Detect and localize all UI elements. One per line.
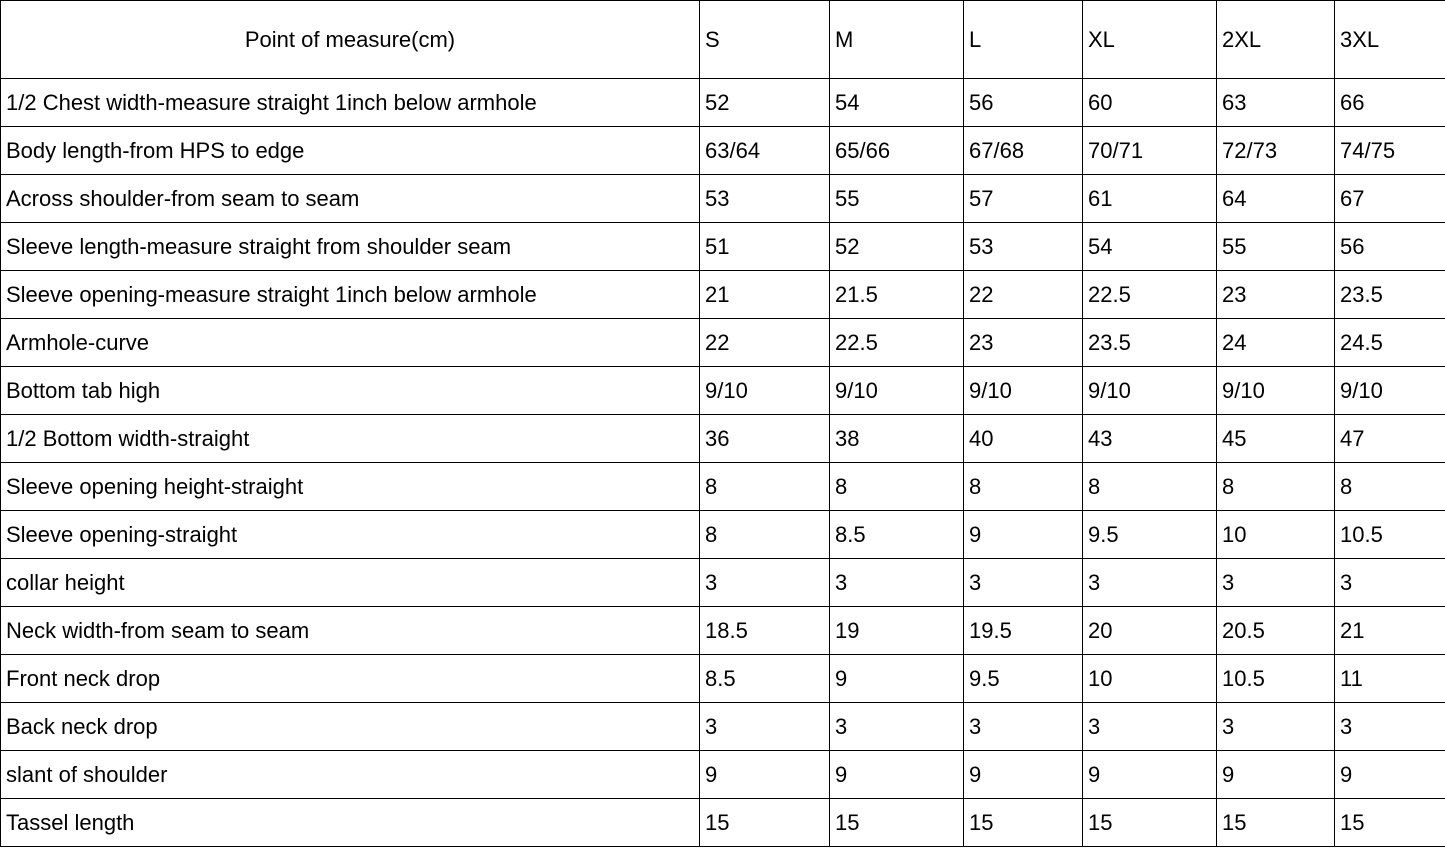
measure-value: 55 xyxy=(830,175,964,223)
point-of-measure-header: Point of measure(cm) xyxy=(1,1,700,79)
measure-value: 61 xyxy=(1083,175,1217,223)
table-row xyxy=(1,799,1445,847)
measure-label: Neck width-from seam to seam xyxy=(1,607,700,655)
table-row xyxy=(1,223,1445,271)
measure-value: 3 xyxy=(830,703,964,751)
measure-value: 51 xyxy=(700,223,830,271)
measure-value: 9 xyxy=(1335,751,1445,799)
measure-value: 3 xyxy=(1335,559,1445,607)
measure-value: 11 xyxy=(1335,655,1445,703)
measure-value: 21 xyxy=(700,271,830,319)
measure-value: 66 xyxy=(1335,79,1445,127)
measure-value: 10 xyxy=(1083,655,1217,703)
table-row xyxy=(1,655,1445,703)
table-row xyxy=(1,703,1445,751)
measure-value: 8 xyxy=(1217,463,1335,511)
measure-value: 9 xyxy=(964,751,1083,799)
measure-value: 15 xyxy=(1335,799,1445,847)
measure-label: collar height xyxy=(1,559,700,607)
table-row xyxy=(1,367,1445,415)
measure-value: 64 xyxy=(1217,175,1335,223)
measure-value: 9/10 xyxy=(830,367,964,415)
measure-value: 57 xyxy=(964,175,1083,223)
measure-value: 8.5 xyxy=(830,511,964,559)
measure-value: 52 xyxy=(700,79,830,127)
measure-value: 23.5 xyxy=(1335,271,1445,319)
measure-value: 9/10 xyxy=(1217,367,1335,415)
measure-value: 3 xyxy=(830,559,964,607)
measure-label: 1/2 Bottom width-straight xyxy=(1,415,700,463)
measure-value: 21.5 xyxy=(830,271,964,319)
measure-label: Across shoulder-from seam to seam xyxy=(1,175,700,223)
measure-value: 19 xyxy=(830,607,964,655)
table-row xyxy=(1,271,1445,319)
measure-value: 18.5 xyxy=(700,607,830,655)
measure-value: 52 xyxy=(830,223,964,271)
measure-value: 54 xyxy=(1083,223,1217,271)
measure-value: 53 xyxy=(964,223,1083,271)
measure-label: Bottom tab high xyxy=(1,367,700,415)
measure-value: 67/68 xyxy=(964,127,1083,175)
measure-label: Tassel length xyxy=(1,799,700,847)
measure-value: 74/75 xyxy=(1335,127,1445,175)
measure-value: 63/64 xyxy=(700,127,830,175)
measure-value: 55 xyxy=(1217,223,1335,271)
measure-value: 22 xyxy=(700,319,830,367)
measure-value: 67 xyxy=(1335,175,1445,223)
measure-value: 45 xyxy=(1217,415,1335,463)
measure-value: 15 xyxy=(830,799,964,847)
measure-value: 23.5 xyxy=(1083,319,1217,367)
measure-value: 10.5 xyxy=(1335,511,1445,559)
measure-value: 65/66 xyxy=(830,127,964,175)
size-header-2xl: 2XL xyxy=(1217,1,1335,79)
measure-label: Sleeve length-measure straight from shoulder seam xyxy=(1,223,700,271)
measure-value: 15 xyxy=(964,799,1083,847)
table-row xyxy=(1,607,1445,655)
size-header-3xl: 3XL xyxy=(1335,1,1445,79)
measure-value: 15 xyxy=(1217,799,1335,847)
measure-value: 3 xyxy=(700,559,830,607)
measure-value: 36 xyxy=(700,415,830,463)
measure-value: 40 xyxy=(964,415,1083,463)
measure-value: 3 xyxy=(1083,703,1217,751)
measure-value: 9/10 xyxy=(700,367,830,415)
size-chart-header xyxy=(1,1,1445,79)
measure-label: Sleeve opening height-straight xyxy=(1,463,700,511)
table-row xyxy=(1,511,1445,559)
size-chart-body xyxy=(1,79,1445,847)
table-row xyxy=(1,463,1445,511)
measure-value: 70/71 xyxy=(1083,127,1217,175)
measure-label: Body length-from HPS to edge xyxy=(1,127,700,175)
table-row xyxy=(1,175,1445,223)
measure-value: 9/10 xyxy=(1083,367,1217,415)
measure-value: 9 xyxy=(830,655,964,703)
measure-label: Front neck drop xyxy=(1,655,700,703)
measure-value: 23 xyxy=(964,319,1083,367)
measure-value: 9 xyxy=(700,751,830,799)
measure-value: 63 xyxy=(1217,79,1335,127)
measure-value: 10.5 xyxy=(1217,655,1335,703)
measure-value: 9/10 xyxy=(964,367,1083,415)
measure-value: 19.5 xyxy=(964,607,1083,655)
measure-value: 20.5 xyxy=(1217,607,1335,655)
table-row xyxy=(1,751,1445,799)
measure-value: 9.5 xyxy=(1083,511,1217,559)
measure-value: 3 xyxy=(700,703,830,751)
measure-value: 3 xyxy=(1083,559,1217,607)
measure-label: Sleeve opening-measure straight 1inch below armhole xyxy=(1,271,700,319)
table-row xyxy=(1,79,1445,127)
measure-value: 20 xyxy=(1083,607,1217,655)
measure-value: 43 xyxy=(1083,415,1217,463)
measure-value: 47 xyxy=(1335,415,1445,463)
measure-value: 60 xyxy=(1083,79,1217,127)
measure-value: 22.5 xyxy=(830,319,964,367)
measure-value: 15 xyxy=(1083,799,1217,847)
measure-value: 3 xyxy=(964,703,1083,751)
measure-value: 9 xyxy=(964,511,1083,559)
measure-value: 24 xyxy=(1217,319,1335,367)
measure-value: 8 xyxy=(1335,463,1445,511)
measure-value: 9/10 xyxy=(1335,367,1445,415)
table-row xyxy=(1,127,1445,175)
measure-value: 21 xyxy=(1335,607,1445,655)
table-row xyxy=(1,319,1445,367)
measure-value: 3 xyxy=(964,559,1083,607)
measure-label: Armhole-curve xyxy=(1,319,700,367)
measure-value: 56 xyxy=(1335,223,1445,271)
measure-value: 8 xyxy=(700,511,830,559)
measure-value: 24.5 xyxy=(1335,319,1445,367)
measure-value: 8 xyxy=(700,463,830,511)
header-row xyxy=(1,1,1445,79)
measure-value: 9 xyxy=(830,751,964,799)
measure-value: 22.5 xyxy=(1083,271,1217,319)
measure-value: 3 xyxy=(1335,703,1445,751)
measure-label: Sleeve opening-straight xyxy=(1,511,700,559)
measure-value: 9.5 xyxy=(964,655,1083,703)
measure-value: 15 xyxy=(700,799,830,847)
measure-value: 9 xyxy=(1217,751,1335,799)
measure-label: slant of shoulder xyxy=(1,751,700,799)
measure-value: 10 xyxy=(1217,511,1335,559)
measure-value: 8 xyxy=(1083,463,1217,511)
measure-value: 3 xyxy=(1217,703,1335,751)
table-row xyxy=(1,559,1445,607)
size-header-s: S xyxy=(700,1,830,79)
measure-value: 72/73 xyxy=(1217,127,1335,175)
measure-value: 8 xyxy=(830,463,964,511)
measure-value: 53 xyxy=(700,175,830,223)
table-row xyxy=(1,415,1445,463)
measure-value: 8 xyxy=(964,463,1083,511)
size-header-m: M xyxy=(830,1,964,79)
measure-label: 1/2 Chest width-measure straight 1inch below armhole xyxy=(1,79,700,127)
size-header-xl: XL xyxy=(1083,1,1217,79)
measure-value: 56 xyxy=(964,79,1083,127)
measure-value: 22 xyxy=(964,271,1083,319)
measure-value: 3 xyxy=(1217,559,1335,607)
measure-value: 54 xyxy=(830,79,964,127)
measure-value: 9 xyxy=(1083,751,1217,799)
measure-value: 23 xyxy=(1217,271,1335,319)
measure-value: 8.5 xyxy=(700,655,830,703)
measure-value: 38 xyxy=(830,415,964,463)
measure-label: Back neck drop xyxy=(1,703,700,751)
size-header-l: L xyxy=(964,1,1083,79)
